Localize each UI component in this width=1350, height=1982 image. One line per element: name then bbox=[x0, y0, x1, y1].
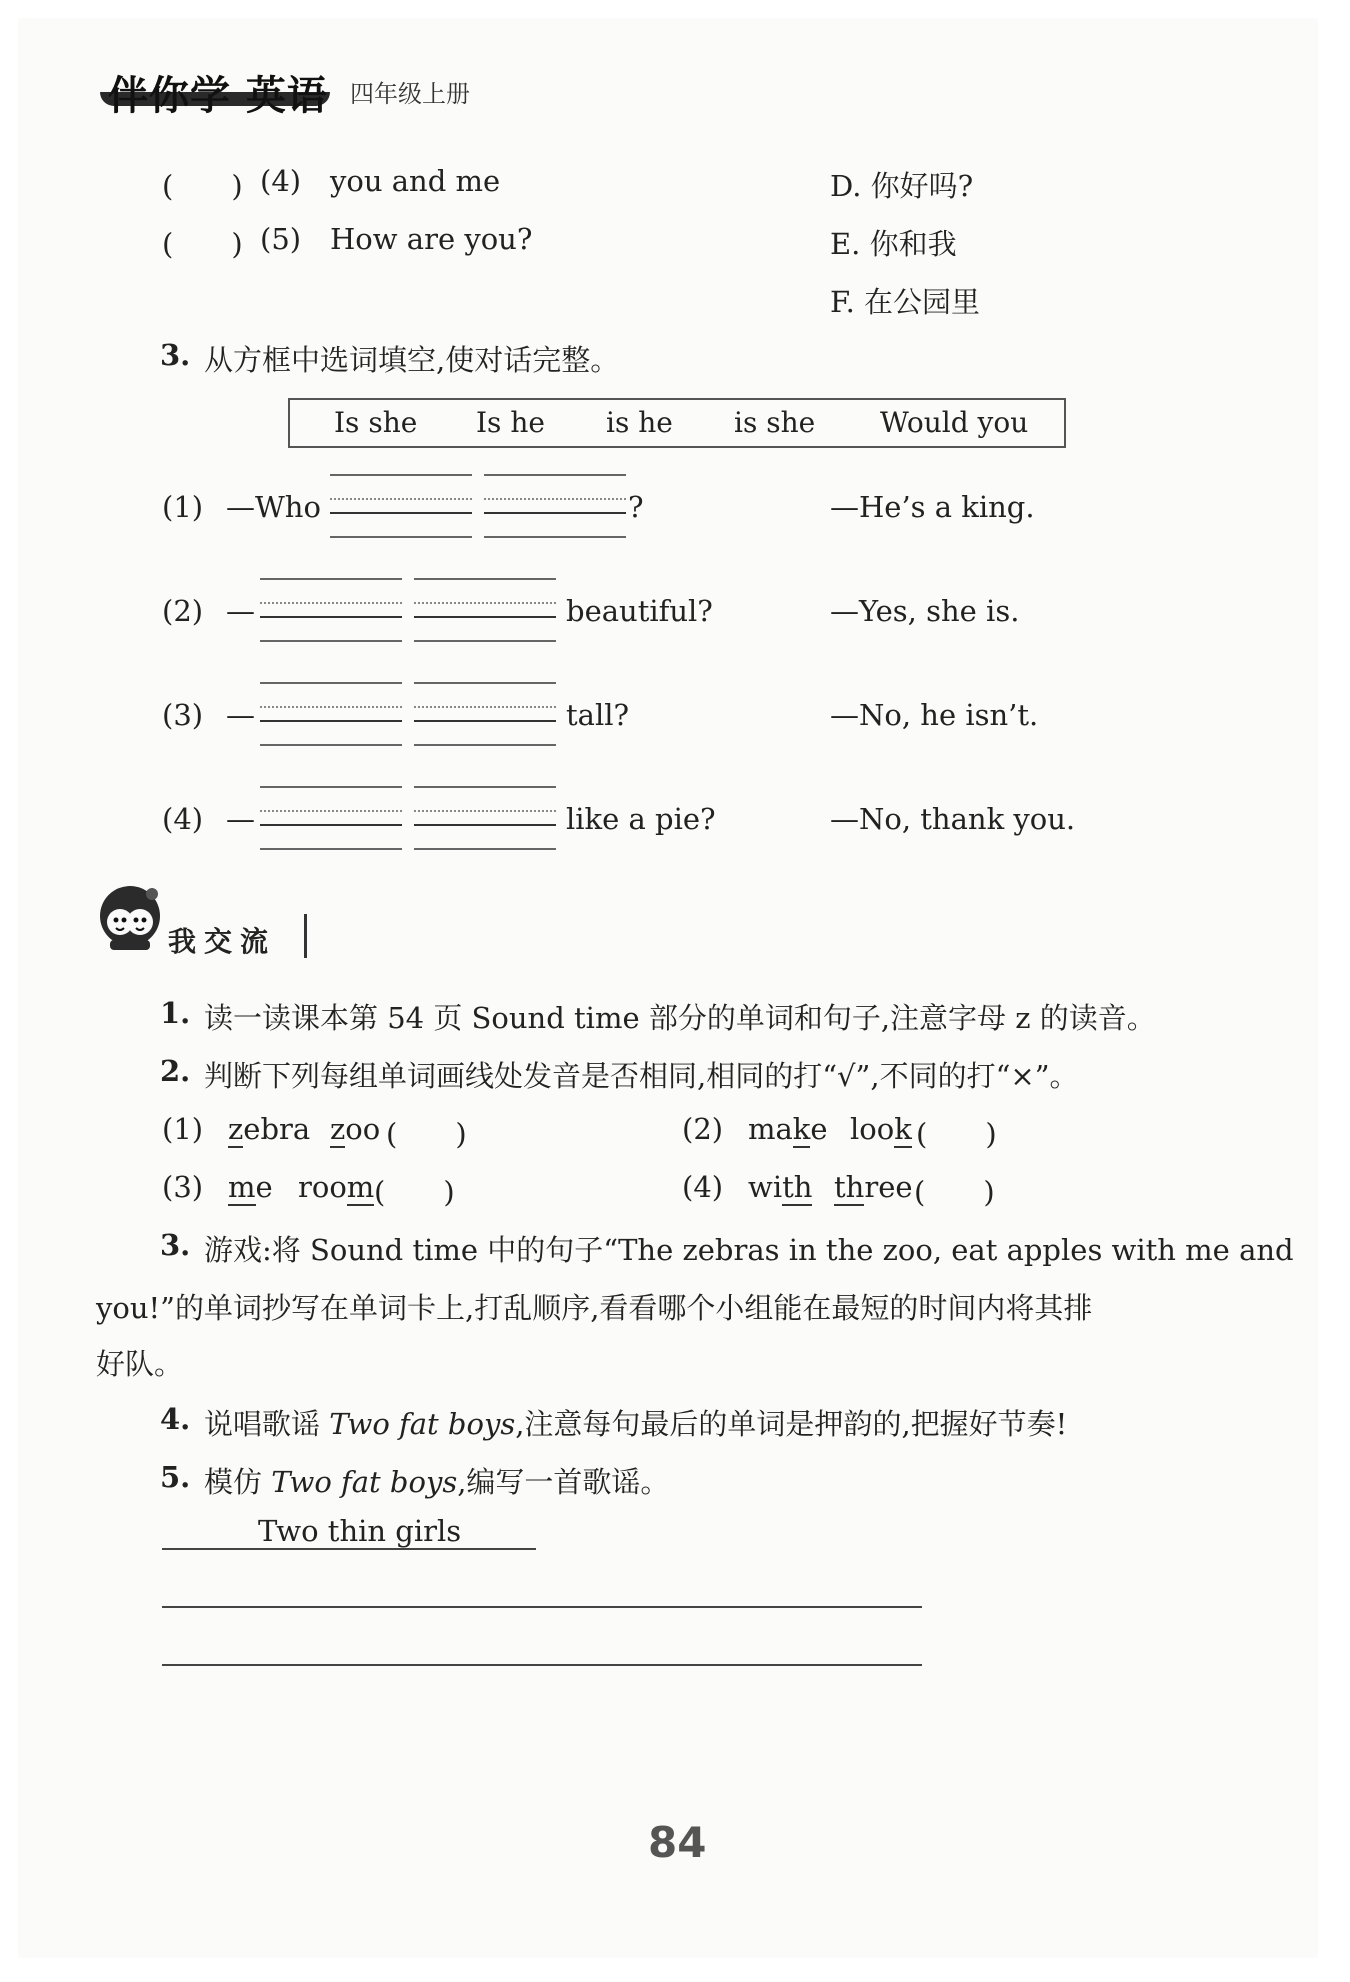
dialog-prefix: — bbox=[226, 802, 255, 836]
word-option: is he bbox=[606, 406, 673, 439]
dialog-number: (1) bbox=[162, 490, 204, 524]
dialog-answer: —No, he isn’t. bbox=[830, 698, 1039, 732]
word-option: is she bbox=[734, 406, 816, 439]
book-title: 伴你学 英语 bbox=[108, 73, 328, 119]
pair-word: zoo bbox=[330, 1112, 381, 1146]
answer-paren[interactable]: ( ) bbox=[914, 1175, 995, 1209]
song-title: Two thin girls bbox=[258, 1514, 462, 1548]
section-title: 我交流 bbox=[168, 925, 277, 958]
answer-paren[interactable]: ( ) bbox=[162, 169, 243, 203]
item-number: (5) bbox=[260, 222, 302, 256]
exchange-item-5: 模仿 Two fat boys,编写一首歌谣。 bbox=[204, 1465, 670, 1499]
pair-number: (3) bbox=[162, 1170, 204, 1204]
song-title-italic: Two fat boys bbox=[271, 1465, 458, 1499]
dialog-suffix: like a pie? bbox=[566, 802, 716, 836]
question-instruction: 从方框中选词填空,使对话完整。 bbox=[204, 343, 620, 377]
pair-word: three bbox=[834, 1170, 913, 1204]
writing-blank[interactable] bbox=[484, 474, 626, 538]
pair-word: make bbox=[748, 1112, 828, 1146]
page-number: 84 bbox=[648, 1818, 707, 1867]
dialog-suffix: tall? bbox=[566, 698, 630, 732]
exchange-item-3-line-3: 好队。 bbox=[96, 1347, 184, 1381]
pair-word: with bbox=[748, 1170, 813, 1204]
section-divider bbox=[304, 914, 307, 958]
word-box bbox=[288, 398, 1066, 448]
writing-blank[interactable] bbox=[414, 578, 556, 642]
underlined-letter: k bbox=[894, 1112, 912, 1146]
exchange-item-3-line-2: you!”的单词抄写在单词卡上,打乱顺序,看看哪个小组能在最短的时间内将其排 bbox=[96, 1291, 1093, 1325]
workbook-page bbox=[18, 18, 1318, 1958]
match-option: D. 你好吗? bbox=[830, 169, 974, 203]
english-phrase: you and me bbox=[330, 164, 501, 198]
answer-paren[interactable]: ( ) bbox=[916, 1117, 997, 1151]
dialog-suffix: ? bbox=[628, 490, 644, 524]
underlined-letter: th bbox=[782, 1170, 813, 1204]
song-title-italic: Two fat boys bbox=[329, 1407, 516, 1441]
underlined-letter: z bbox=[228, 1112, 244, 1146]
dialog-number: (2) bbox=[162, 594, 204, 628]
pair-word: look bbox=[850, 1112, 912, 1146]
dialog-answer: —He’s a king. bbox=[830, 490, 1035, 524]
underlined-letter: th bbox=[834, 1170, 865, 1204]
pair-word: zebra bbox=[228, 1112, 311, 1146]
exchange-item-3-line-1: 游戏:将 Sound time 中的句子“The zebras in the zoo, eat apples with me and bbox=[204, 1233, 1294, 1267]
underlined-letter: m bbox=[228, 1170, 256, 1204]
writing-blank[interactable] bbox=[260, 786, 402, 850]
underlined-letter: z bbox=[330, 1112, 346, 1146]
writing-blank[interactable] bbox=[414, 786, 556, 850]
dialog-prefix: — bbox=[226, 698, 255, 732]
underlined-letter: k bbox=[792, 1112, 811, 1146]
question-number: 3. bbox=[160, 338, 191, 372]
pair-number: (1) bbox=[162, 1112, 204, 1146]
dialog-number: (4) bbox=[162, 802, 204, 836]
match-option: E. 你和我 bbox=[830, 227, 957, 261]
writing-line[interactable] bbox=[162, 1548, 536, 1550]
answer-paren[interactable]: ( ) bbox=[374, 1175, 455, 1209]
pair-word: me bbox=[228, 1170, 273, 1204]
item-number: 3. bbox=[160, 1228, 191, 1262]
cartoon-kids-icon bbox=[96, 884, 166, 954]
writing-blank[interactable] bbox=[260, 682, 402, 746]
dialog-number: (3) bbox=[162, 698, 204, 732]
grade-label: 四年级上册 bbox=[350, 80, 470, 108]
dialog-answer: —No, thank you. bbox=[830, 802, 1076, 836]
item-number: (4) bbox=[260, 164, 302, 198]
pair-word: room bbox=[298, 1170, 375, 1204]
match-option: F. 在公园里 bbox=[830, 285, 981, 319]
exchange-item-1: 读一读课本第 54 页 Sound time 部分的单词和句子,注意字母 z 的读音。 bbox=[204, 1001, 1156, 1035]
exchange-item-4: 说唱歌谣 Two fat boys,注意每句最后的单词是押韵的,把握好节奏! bbox=[204, 1407, 1068, 1441]
writing-blank[interactable] bbox=[330, 474, 472, 538]
dialog-suffix: beautiful? bbox=[566, 594, 713, 628]
exchange-item-2: 判断下列每组单词画线处发音是否相同,相同的打“√”,不同的打“×”。 bbox=[204, 1059, 1079, 1093]
answer-paren[interactable]: ( ) bbox=[162, 227, 243, 261]
pair-number: (4) bbox=[682, 1170, 724, 1204]
dialog-answer: —Yes, she is. bbox=[830, 594, 1020, 628]
word-option: Is he bbox=[476, 406, 545, 439]
dialog-prefix: — bbox=[226, 594, 255, 628]
answer-paren[interactable]: ( ) bbox=[386, 1117, 467, 1151]
item-number: 4. bbox=[160, 1402, 191, 1436]
item-number: 1. bbox=[160, 996, 191, 1030]
word-option: Would you bbox=[880, 406, 1029, 439]
writing-blank[interactable] bbox=[260, 578, 402, 642]
word-option: Is she bbox=[334, 406, 418, 439]
underlined-letter: m bbox=[346, 1170, 375, 1204]
writing-line[interactable] bbox=[162, 1606, 922, 1608]
item-number: 2. bbox=[160, 1054, 191, 1088]
english-phrase: How are you? bbox=[330, 222, 533, 256]
pair-number: (2) bbox=[682, 1112, 724, 1146]
dialog-prefix: —Who bbox=[226, 490, 321, 524]
writing-blank[interactable] bbox=[414, 682, 556, 746]
writing-line[interactable] bbox=[162, 1664, 922, 1666]
item-number: 5. bbox=[160, 1460, 191, 1494]
